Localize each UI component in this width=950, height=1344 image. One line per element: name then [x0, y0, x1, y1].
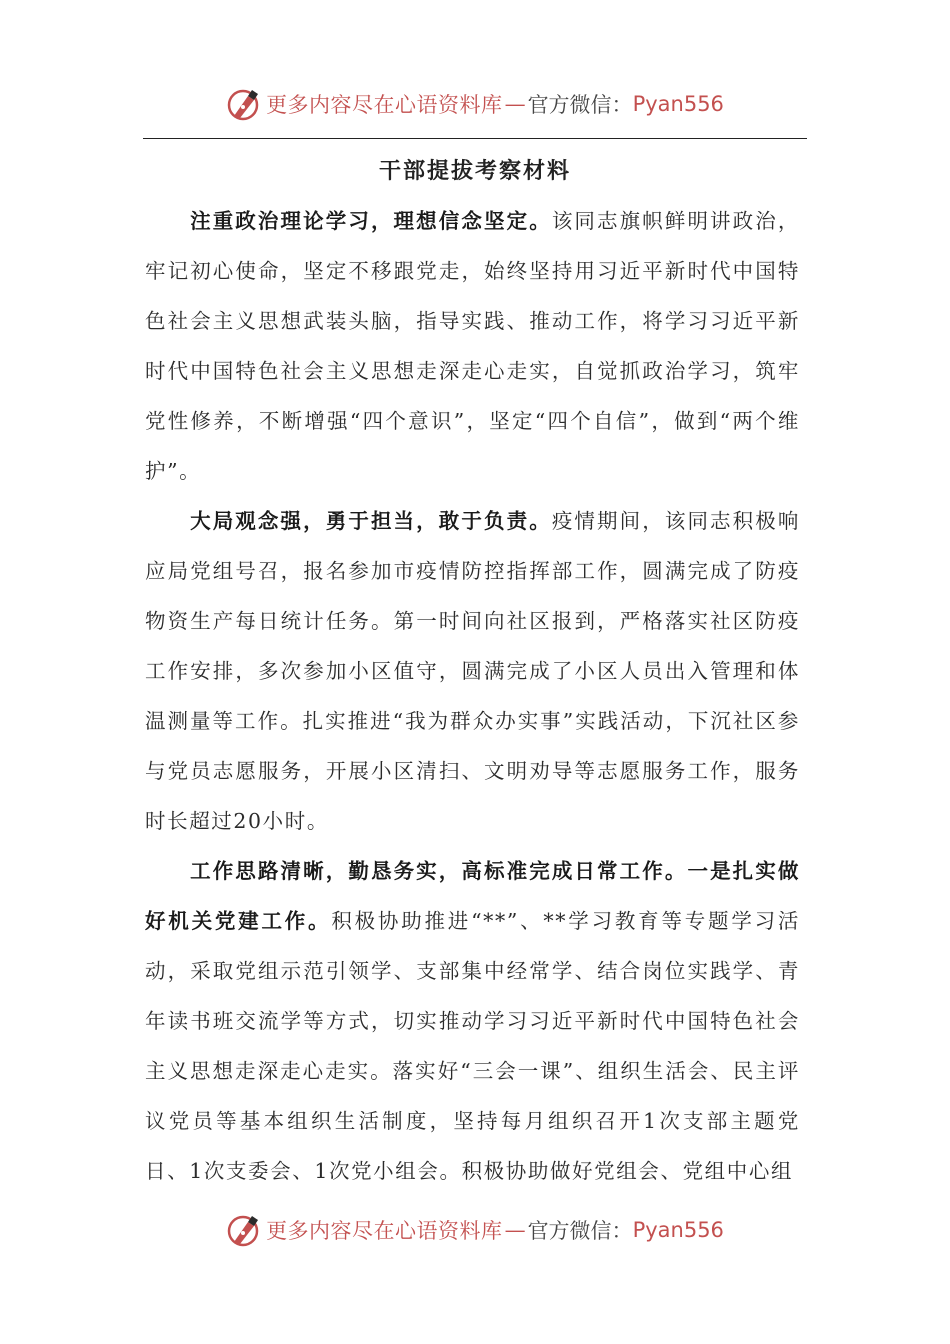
pen-nib-logo-icon — [226, 1212, 262, 1248]
paragraph — [145, 496, 800, 846]
paragraph-heading: 工作思路清晰，勤恳务实，高标准完成日常工作。一是扎实做好机关党建工作。 — [145, 859, 800, 933]
banner-wechat-id: Pyan556 — [632, 1218, 724, 1242]
banner-separator: — — [504, 1218, 526, 1242]
banner-text: 更多内容尽在心语资料库 — [266, 93, 503, 117]
paragraph-heading: 大局观念强，勇于担当，敢于负责。 — [190, 509, 552, 533]
paragraph — [145, 846, 800, 1196]
banner-text: 更多内容尽在心语资料库 — [266, 1219, 503, 1243]
pen-nib-logo-icon — [226, 86, 262, 122]
paragraph — [145, 196, 800, 496]
document-body — [145, 196, 800, 1196]
paragraph-text: 积极协助推进“**”、**学习教育等专题学习活动，采取党组示范引领学、支部集中经常学、结合岗位实践学、青年读书班交流学等方式，切实推动学习习近平新时代中国特色社会主义思想走深走心走实。落实好“三会一课”、组织生活会、民主评议党员等基本组织生活制度，坚持每月组织召开1次支部主题党日、1次支委会、1次党小组会。积极协助做好党组会、党组中心组 — [145, 909, 800, 1183]
document-title: 干部提拔考察材料 — [378, 158, 571, 184]
banner-separator: — — [504, 92, 526, 116]
header-divider — [143, 138, 807, 139]
banner-wechat-label: 官方微信： — [527, 1219, 633, 1243]
footer-banner — [0, 1208, 950, 1252]
banner-wechat-label: 官方微信： — [527, 93, 633, 117]
paragraph-text: 疫情期间，该同志积极响应局党组号召，报名参加市疫情防控指挥部工作，圆满完成了防疫物资生产每日统计任务。第一时间向社区报到，严格落实社区防疫工作安排，多次参加小区值守，圆满完成了小区人员出入管理和体温测量等工作。扎实推进“我为群众办实事”实践活动，下沉社区参与党员志愿服务，开展小区清扫、文明劝导等志愿服务工作，服务时长超过20小时。 — [145, 509, 800, 833]
paragraph-heading: 注重政治理论学习，理想信念坚定。 — [190, 209, 552, 233]
paragraph-text: 该同志旗帜鲜明讲政治，牢记初心使命，坚定不移跟党走，始终坚持用习近平新时代中国特色社会主义思想武装头脑，指导实践、推动工作，将学习习近平新时代中国特色社会主义思想走深走心走实，自觉抓政治学习，筑牢党性修养，不断增强“四个意识”，坚定“四个自信”，做到“两个维护”。 — [145, 209, 800, 483]
header-banner — [0, 82, 950, 126]
banner-wechat-id: Pyan556 — [632, 92, 724, 116]
